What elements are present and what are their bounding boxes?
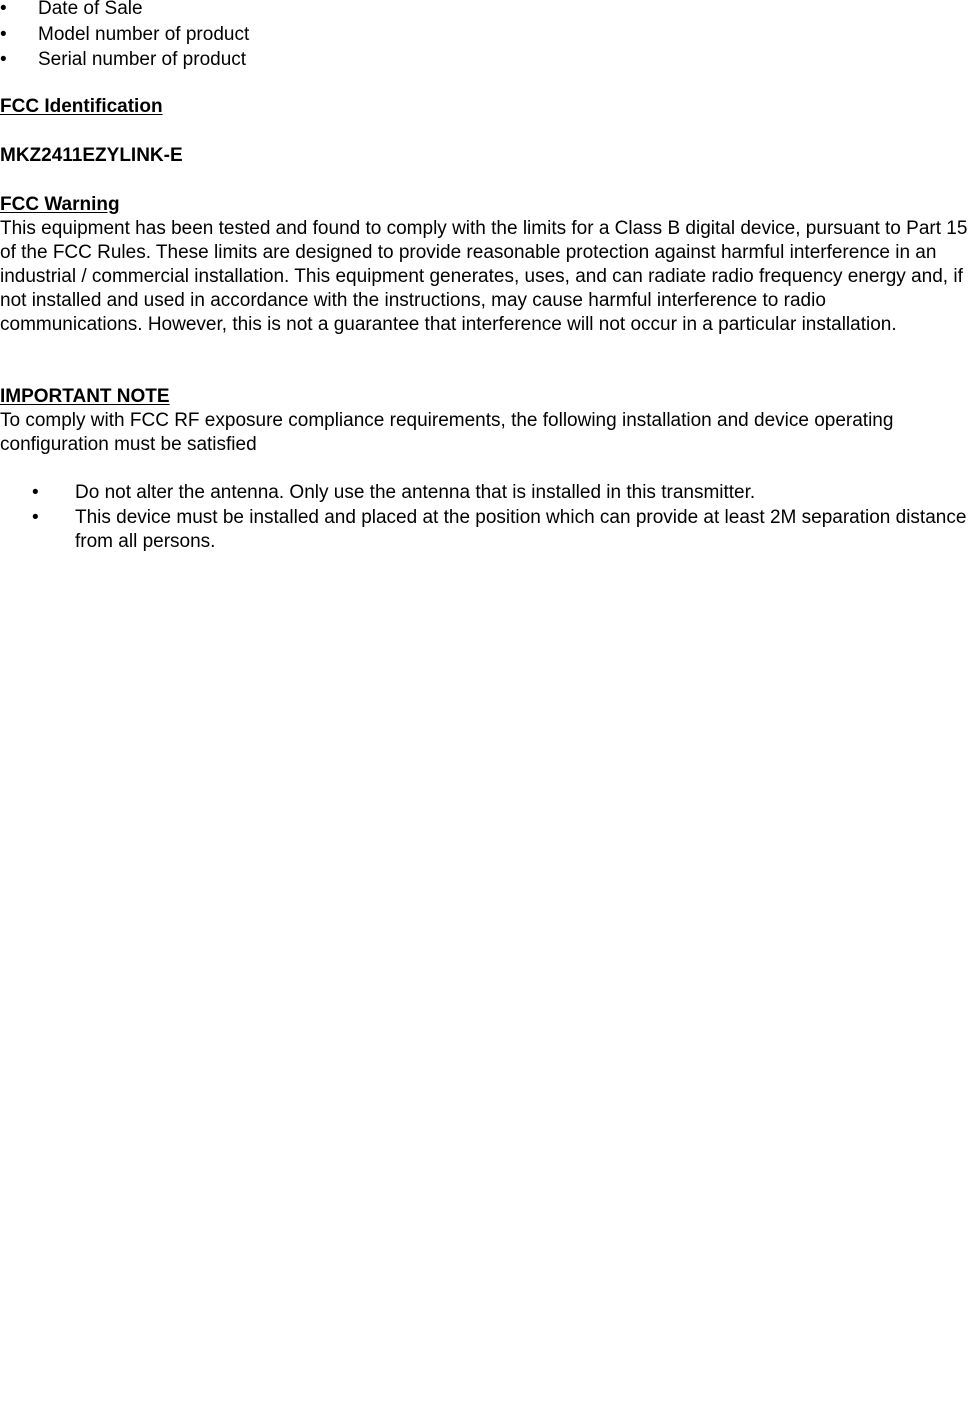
fcc-warning-heading: FCC Warning — [0, 194, 120, 215]
list-item — [0, 0, 249, 23]
list-item — [0, 506, 968, 554]
fcc-id-value: MKZ2411EZYLINK-E — [0, 145, 183, 166]
bullet-glyph: • — [0, 0, 7, 19]
list-item — [0, 48, 249, 74]
list-item-text: This device must be installed and placed at the position which can provide at least 2M separation distance from all persons. — [75, 507, 967, 552]
list-item — [0, 23, 249, 49]
important-note-heading: IMPORTANT NOTE — [0, 386, 170, 407]
info-required-list — [0, 0, 249, 74]
list-item — [0, 481, 968, 505]
list-item-text: Do not alter the antenna. Only use the antenna that is installed in this transmitter. — [75, 482, 756, 503]
bullet-glyph: • — [32, 482, 39, 503]
bullet-glyph: • — [0, 23, 7, 45]
bullet-glyph: • — [0, 49, 7, 70]
list-item-text: Serial number of product — [38, 49, 247, 70]
important-note-list — [0, 481, 968, 555]
fcc-identification-heading: FCC Identification — [0, 96, 163, 117]
important-note-body: To comply with FCC RF exposure compliance requirements, the following installation and device operating configuration must be satisfied — [0, 410, 894, 455]
list-item-text: Model number of product — [38, 23, 250, 45]
bullet-glyph: • — [32, 507, 39, 528]
list-item-text: Date of Sale — [38, 0, 143, 19]
fcc-warning-body: This equipment has been tested and found to comply with the limits for a Class B digital device, pursuant to Part 15 of the FCC Rules. These limits are designed to provide reasonable protection against harmful interference in an industrial / commercial installation. This equipment generates, uses, and can radiate radio frequency energy and, if not installed and used in accordance with the instructions, may cause harmful interference to radio communications. However, this is not a guarantee that interference will not occur in a particular installation. — [0, 218, 968, 335]
